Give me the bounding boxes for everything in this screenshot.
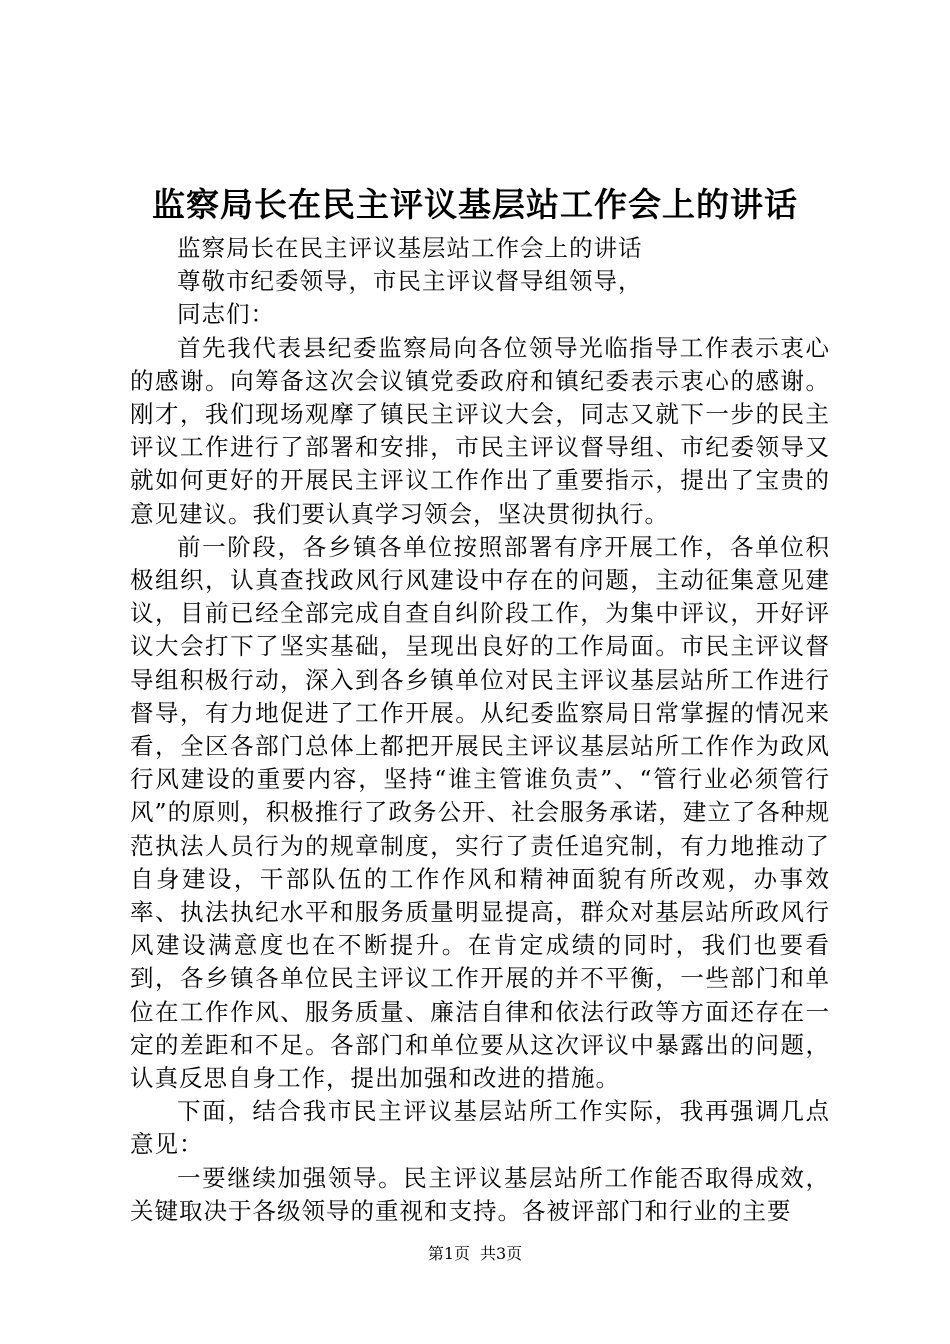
page-number: 第1页 (427, 1244, 470, 1263)
page-footer (0, 1243, 950, 1265)
paragraph-point-one: 一要继续加强领导。民主评议基层站所工作能否取得成效，关键取决于各级领导的重视和支持。各被评部门和行业的主要 (130, 1163, 830, 1225)
document-title: 监察局长在民主评议基层站工作会上的讲话 (152, 185, 798, 224)
page-total: 共3页 (480, 1244, 523, 1263)
paragraph-review: 前一阶段，各乡镇各单位按照部署有序开展工作，各单位积极组织，认真查找政风行风建设中存在的问题，主动征集意见建议，目前已经全部完成自查自纠阶段工作，为集中评议，开好评议大会打下了坚实基础，呈现出良好的工作局面。市民主评议督导组积极行动，深入到各乡镇单位对民主评议基层站所工作进行督导，有力地促进了工作开展。从纪委监察局日常掌握的情况来看，全区各部门总体上都把开展民主评议基层站所工作作为政风行风建设的重要内容，坚持“谁主管谁负责”、“管行业必须管行风”的原则，积极推行了政务公开、社会服务承诺，建立了各种规范执法人员行为的规章制度，实行了责任追究制，有力地推动了自身建设，干部队伍的工作作风和精神面貌有所改观，办事效率、执法执纪水平和服务质量明显提高，群众对基层站所政风行风建设满意度也在不断提升。在肯定成绩的同时，我们也要看到，各乡镇各单位民主评议工作开展的并不平衡，一些部门和单位在工作作风、服务质量、廉洁自律和依法行政等方面还存在一定的差距和不足。各部门和单位要从这次评议中暴露出的问题，认真反思自身工作，提出加强和改进的措施。 (130, 532, 830, 1093)
paragraph-thanks: 首先我代表县纪委监察局向各位领导光临指导工作表示衷心的感谢。向筹备这次会议镇党委政府和镇纪委表示衷心的感谢。刚才，我们现场观摩了镇民主评议大会，同志又就下一步的民主评议工作进行了部署和安排，市民主评议督导组、市纪委领导又就如何更好的开展民主评议工作作出了重要指示，提出了宝贵的意见建议。我们要认真学习领会，坚决贯彻执行。 (130, 333, 830, 528)
document-body (130, 232, 830, 1228)
paragraph-subtitle: 监察局长在民主评议基层站工作会上的讲话 (177, 234, 643, 262)
paragraph-intro-points: 下面，结合我市民主评议基层站所工作实际，我再强调几点意见： (130, 1097, 830, 1159)
paragraph-salutation: 尊敬市纪委领导，市民主评议督导组领导， (177, 267, 643, 296)
paragraph-greeting: 同志们： (177, 300, 275, 329)
